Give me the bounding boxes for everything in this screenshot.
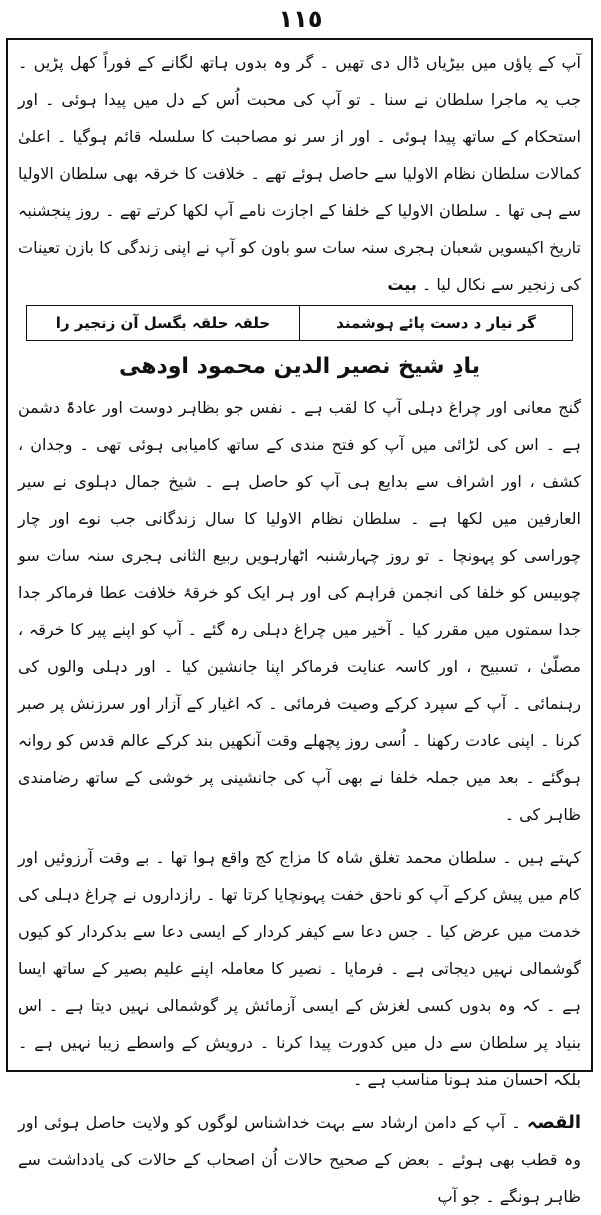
body-paragraph [8,44,591,303]
lead-word: القصہ [526,1112,581,1133]
body-paragraph [8,1104,591,1215]
paragraph-text: آپ کے پاؤں میں بیڑیاں ڈال دی تھیں ۔ گر وہ بدوں ہاتھ لگانے کے فوراً کھل پڑیں ۔ جب یہ ماجرا سلطان نے سنا ۔ تو آپ کی محبت اُس کے دل میں پیدا ہوئی ۔ اور استحکام کے ساتھ پیدا ہوئی ۔ اور از سر نو مصاحبت کا سلسلہ قائم ہوگیا ۔ اعلیٰ کمالات سلطان نظام الاولیا سے حاصل ہوئے تھے ۔ خلافت کا خرقہ بھی سلطان الاولیا سے ہی تھا ۔ سلطان الاولیا کے خلفا کے اجازت نامے آپ لکھا کرتے تھے ۔ روز پنجشنبہ تاریخ اکیسویں شعبان ہجری سنہ سات سو باون کو آپ نے اپنی زندگی کا بازن تعینات کی زنجیر سے نکال لیا ۔ [18,53,581,294]
body-paragraph: گنج معانی اور چراغ دہلی آپ کا لقب ہے ۔ نفس جو بظاہر دوست اور عادۃً دشمن ہے ۔ اس کی لڑائی میں آپ کو فتح مندی کے ساتھ کامیابی ہوئی تھی ۔ وجدان ، کشف ، اور اشراف سے بدایع ہی آپ کو حاصل ہے ۔ شیخ جمال دہلوی نے سیر العارفین میں لکھا ہے ۔ سلطان نظام الاولیا کا سال زندگانی جب نوے اور چار چوراسی کو پہونچا ۔ تو روز چہارشنبہ اٹھارہویں ربیع الثانی ہجری سنہ سات سو چوبیس کو خلفا کی انجمن فراہم کی اور ہر ایک کو خرقۂ خلافت عطا فرماکر جدا جدا سمتوں میں مقرر کیا ۔ آخیر میں چراغ دہلی رہ گئے ۔ آپ کو اپنے پیر کا خرقہ ، مصلّیٰ ، تسبیح ، اور کاسہ عنایت فرماکر اپنا جانشین کیا ۔ اور دہلی والوں کی رہنمائی ۔ آپ کے سپرد کرکے وصیت فرمائی ۔ کہ اغیار کے آزار اور سرزنش پر صبر کرنا ۔ اپنی عادت رکھنا ۔ اُسی روز پچھلے وقت آنکھیں بند کرکے عالم قدس کو روانہ ہوگئے ۔ بعد میں جملہ خلفا نے بھی آپ کی جانشینی پر خوشی کے ساتھ رضامندی ظاہر کی ۔ [18,398,581,824]
verse-box [26,305,573,341]
verse-left-hemistich: حلقہ حلقہ بگسل آن زنجیر را [27,306,300,340]
section-heading: یادِ شیخ نصیر الدین محمود اودھی [118,354,481,379]
verse-label: بیت [387,275,417,294]
page-frame [6,38,593,1206]
paragraph-text: ۔ آپ کے دامن ارشاد سے بہت خداشناس لوگوں کو ولایت حاصل ہوئی اور وہ قطب بھی ہوئے ۔ بعض کے صحیح حالات اُن اصحاب کے حالات کی یادداشت سے ظاہر ہونگے ۔ جو آپ [18,1113,581,1206]
page-number: ١١٥ [278,5,323,33]
body-paragraph: کہتے ہیں ۔ سلطان محمد تغلق شاہ کا مزاج کج واقع ہوا تھا ۔ بے وقت آرزوئیں اور کام میں پیش کرکے آپ کو ناحق خفت پہونچایا کرتا تھا ۔ رازداروں نے چراغ دہلی کی خدمت میں عرض کیا ۔ جس دعا سے کیفر کردار کے ایسی دعا سے بدکردار کو کیوں گوشمالی نہیں دیجاتی ہے ۔ فرمایا ۔ نصیر کا معاملہ اپنے علیم بصیر کے ساتھ ایسا ہے ۔ کہ وہ بدوں کسی لغزش کے ایسی آزمائش پر گوشمالی نہیں دیتا ہے ۔ اس بنیاد پر سلطان سے دل میں کدورت پیدا کرنا ۔ درویش کے واسطے زیبا نہیں ہے ۔ بلکہ احسان مند ہونا مناسب ہے ۔ [18,848,581,1089]
verse-right-hemistich: گر نیار د دست پائے ہوشمند [336,314,536,332]
